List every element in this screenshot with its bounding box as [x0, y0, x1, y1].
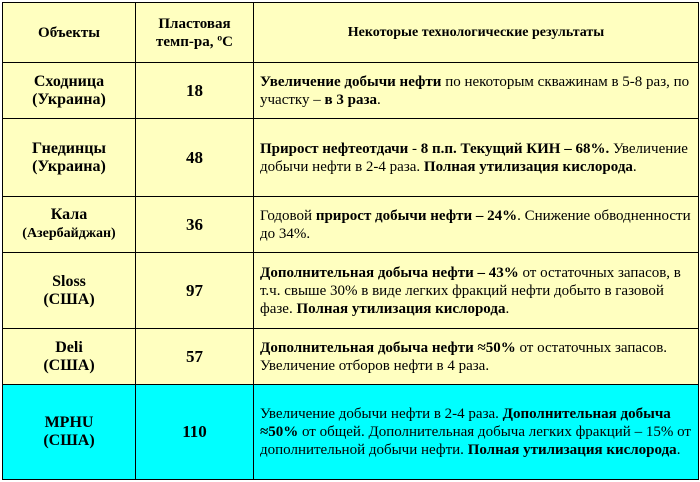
- result-text: .: [505, 300, 510, 317]
- result-text: .: [376, 91, 381, 108]
- header-temp-line1: Пластовая: [158, 15, 231, 32]
- object-cell: [3, 119, 136, 197]
- result-text: Годовой: [260, 207, 316, 224]
- table-row: [3, 63, 699, 119]
- result-text-bold: прирост добычи нефти – 24%: [315, 207, 518, 224]
- result-text-bold: Полная утилизация кислорода: [467, 442, 677, 458]
- table-row: [3, 329, 699, 385]
- header-results: [254, 3, 699, 63]
- result-text-bold: Полная утилизация кислорода: [296, 300, 506, 317]
- result-text: Увеличение добычи нефти в 2-4 раза.: [260, 406, 503, 422]
- header-row: [3, 3, 699, 63]
- header-results-label: Некоторые технологические результаты: [347, 24, 605, 40]
- result-text-bold: Дополнительная добыча ≈50%: [260, 406, 671, 440]
- object-country: (Азербайджан): [22, 226, 116, 241]
- object-name: MPHU: [44, 414, 94, 431]
- table-row: [3, 119, 699, 197]
- temperature-cell: 97: [136, 253, 254, 329]
- object-country: (США): [43, 290, 95, 308]
- results-cell: [254, 197, 699, 253]
- table-row: [3, 253, 699, 329]
- object-name: Сходница: [33, 72, 105, 90]
- result-text: Увеличение добычи нефти в 2-4 раза.: [260, 140, 688, 175]
- object-name: Кала: [50, 206, 88, 223]
- result-text: от остаточных запасов. Увеличение отборов нефти в 4 раза.: [260, 339, 668, 374]
- object-name: Sloss: [52, 272, 86, 290]
- object-cell: [3, 385, 136, 480]
- temperature-cell: 18: [136, 63, 254, 119]
- result-text-bold: Увеличение добычи нефти: [260, 73, 442, 90]
- result-text-bold: Дополнительная добыча нефти ≈50%: [260, 339, 516, 356]
- result-text-bold: Дополнительная добыча нефти – 43%: [260, 264, 519, 281]
- header-temperature: [136, 3, 254, 63]
- temperature-cell: 57: [136, 329, 254, 385]
- object-name: Гнединцы: [32, 139, 106, 157]
- object-cell: [3, 197, 136, 253]
- result-text: по некоторым скважинам в 5-8 раз, по участку –: [260, 73, 690, 108]
- header-temp-unit: ºС: [217, 33, 234, 50]
- table-row-highlighted: [3, 385, 699, 480]
- result-text: .: [632, 158, 637, 175]
- temperature-cell: 48: [136, 119, 254, 197]
- temperature-cell: 36: [136, 197, 254, 253]
- results-cell: [254, 253, 699, 329]
- object-name: Deli: [55, 338, 83, 356]
- object-country: (Украина): [32, 90, 106, 108]
- header-objects: [3, 3, 136, 63]
- result-text-bold: 8 п.п. Текущий КИН – 68%.: [420, 140, 610, 157]
- result-text-bold: в 3 раза: [324, 91, 377, 108]
- result-text-bold: Полная утилизация кислорода: [423, 158, 633, 175]
- result-text: . Снижение обводненности до 34%.: [260, 207, 691, 242]
- result-text: от общей. Дополнительная добыча легких фракций – 15% от дополнительной добычи нефти.: [260, 424, 691, 458]
- object-cell: [3, 63, 136, 119]
- header-objects-label: Объекты: [38, 24, 100, 41]
- results-cell: [254, 119, 699, 197]
- header-temp-line2: темп-ра,: [155, 33, 218, 50]
- result-text: -: [408, 140, 421, 157]
- table-row: [3, 197, 699, 253]
- object-country: (Украина): [32, 157, 106, 175]
- results-cell: [254, 63, 699, 119]
- object-country: (США): [43, 356, 95, 374]
- result-text: .: [676, 442, 681, 458]
- object-country: (США): [43, 432, 95, 449]
- results-cell: [254, 329, 699, 385]
- temperature-cell: 110: [136, 385, 254, 480]
- object-cell: [3, 253, 136, 329]
- result-text: от остаточных запасов, в т.ч. свыше 30% в виде легких фракций нефти добыто в газовой фазе.: [260, 264, 681, 317]
- results-table: [2, 2, 699, 480]
- results-cell: [254, 385, 699, 480]
- object-cell: [3, 329, 136, 385]
- result-text-bold: Прирост нефтеотдачи: [260, 140, 409, 157]
